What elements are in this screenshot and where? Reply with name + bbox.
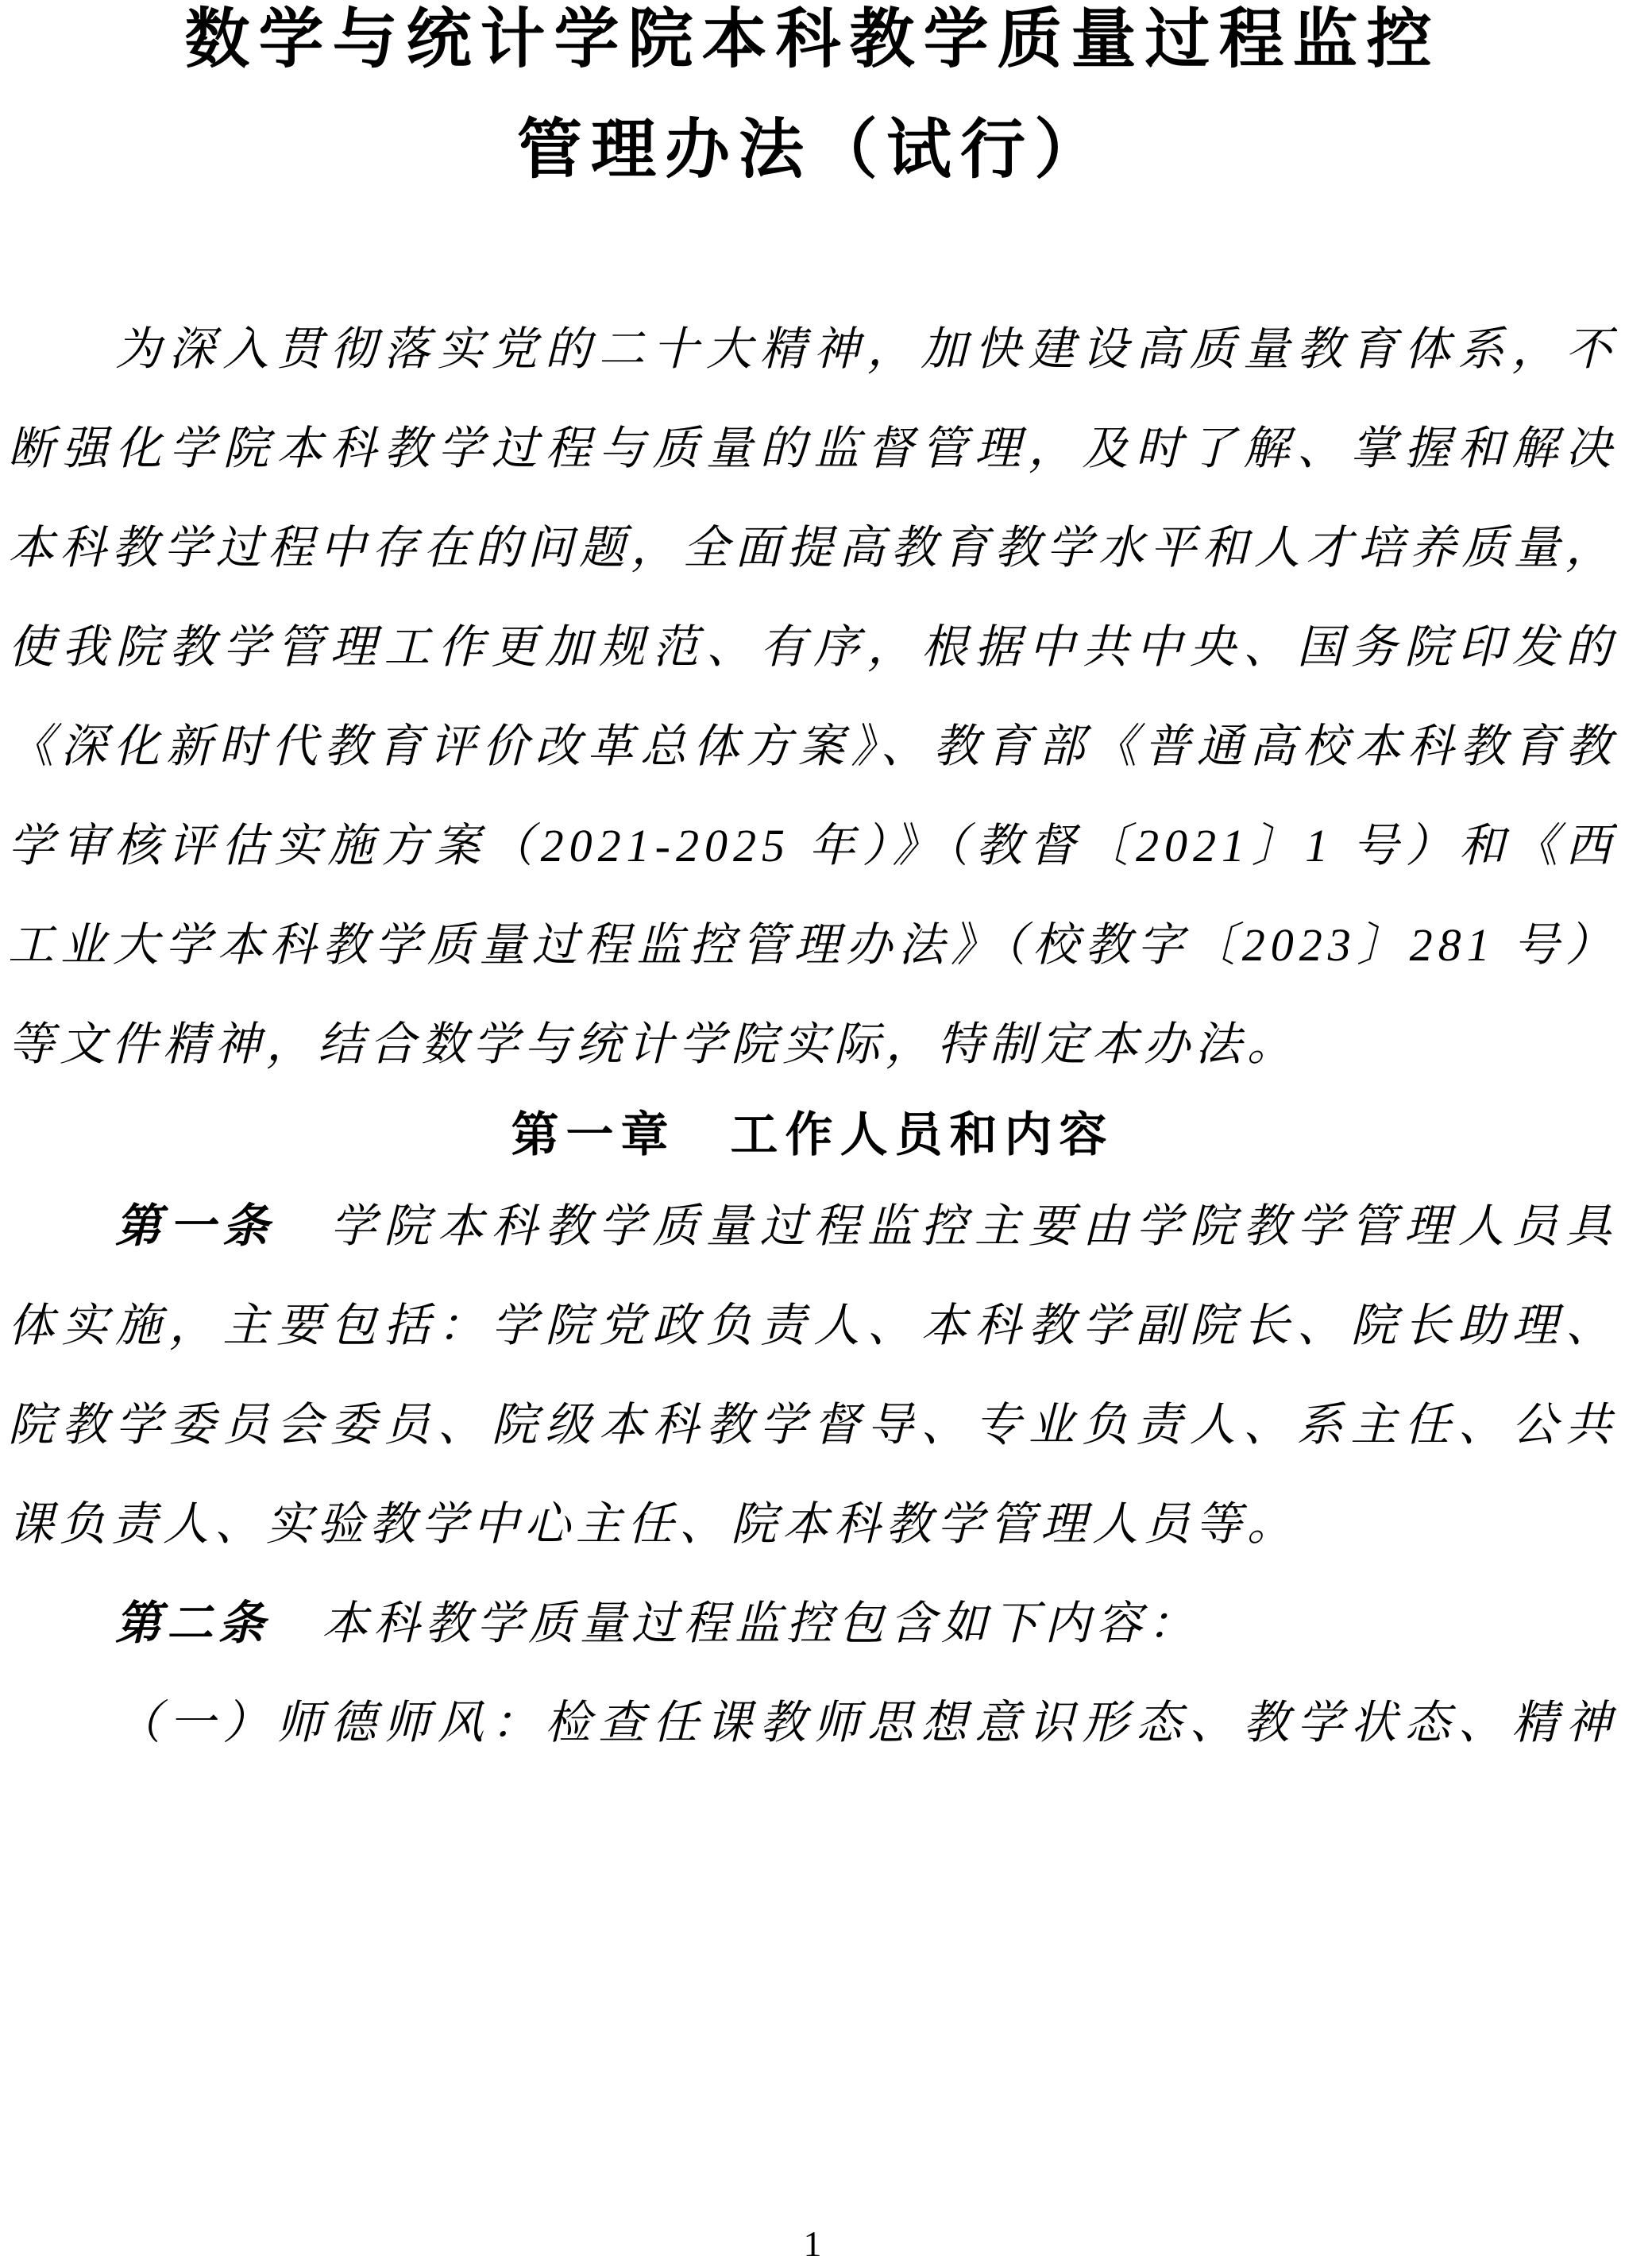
intro-paragraph	[8, 299, 1617, 1094]
title-line-2: 管理办法（试行）	[516, 114, 1108, 186]
text-line: 院教学委员会委员、院级本科教学督导、专业负责人、系主任、公共	[8, 1399, 1617, 1451]
text-line: （一）师德师风：检查任课教师思想意识形态、教学状态、精神	[115, 1697, 1617, 1748]
title-line-1: 数学与统计学院本科教学质量过程监控	[184, 3, 1441, 75]
text-line: 为深入贯彻落实党的二十大精神，加快建设高质量教育体系，不	[115, 323, 1617, 375]
chapter-1-heading: 第一章 工作人员和内容	[511, 1109, 1114, 1161]
article-1-paragraph	[8, 1177, 1617, 1574]
article-1-first-line: 学院本科教学质量过程监控主要由学院教学管理人员具	[276, 1200, 1617, 1252]
text-line: 断强化学院本科教学过程与质量的监督管理，及时了解、掌握和解决	[8, 423, 1617, 474]
article-2-label: 第二条	[115, 1598, 271, 1649]
text-line: 等文件精神，结合数学与统计学院实际，特制定本办法。	[8, 1018, 1299, 1070]
document-title	[8, 0, 1617, 205]
item-1-paragraph	[8, 1673, 1617, 1772]
article-2-paragraph	[8, 1574, 1617, 1673]
article-2-text: 本科教学质量过程监控包含如下内容：	[270, 1598, 1200, 1649]
text-line: 体实施，主要包括：学院党政负责人、本科教学副院长、院长助理、	[8, 1300, 1617, 1351]
text-line	[8, 1574, 1617, 1673]
text-line: 《深化新时代教育评价改革总体方案》、教育部《普通高校本科教育教	[8, 721, 1617, 772]
article-1-label: 第一条	[115, 1200, 276, 1252]
text-line: 使我院教学管理工作更加规范、有序，根据中共中央、国务院印发的	[8, 621, 1617, 673]
page-number: 1	[803, 2224, 822, 2264]
text-line: 学审核评估实施方案（2021-2025 年）》（教督〔2021〕1 号）和《西	[8, 820, 1617, 871]
text-line	[8, 1177, 1617, 1276]
text-line: 工业大学本科教学质量过程监控管理办法》（校教字〔2023〕281 号）	[8, 919, 1617, 971]
text-line: 课负责人、实验教学中心主任、院本科教学管理人员等。	[8, 1498, 1299, 1550]
text-line: 本科教学过程中存在的问题，全面提高教育教学水平和人才培养质量，	[8, 522, 1617, 574]
